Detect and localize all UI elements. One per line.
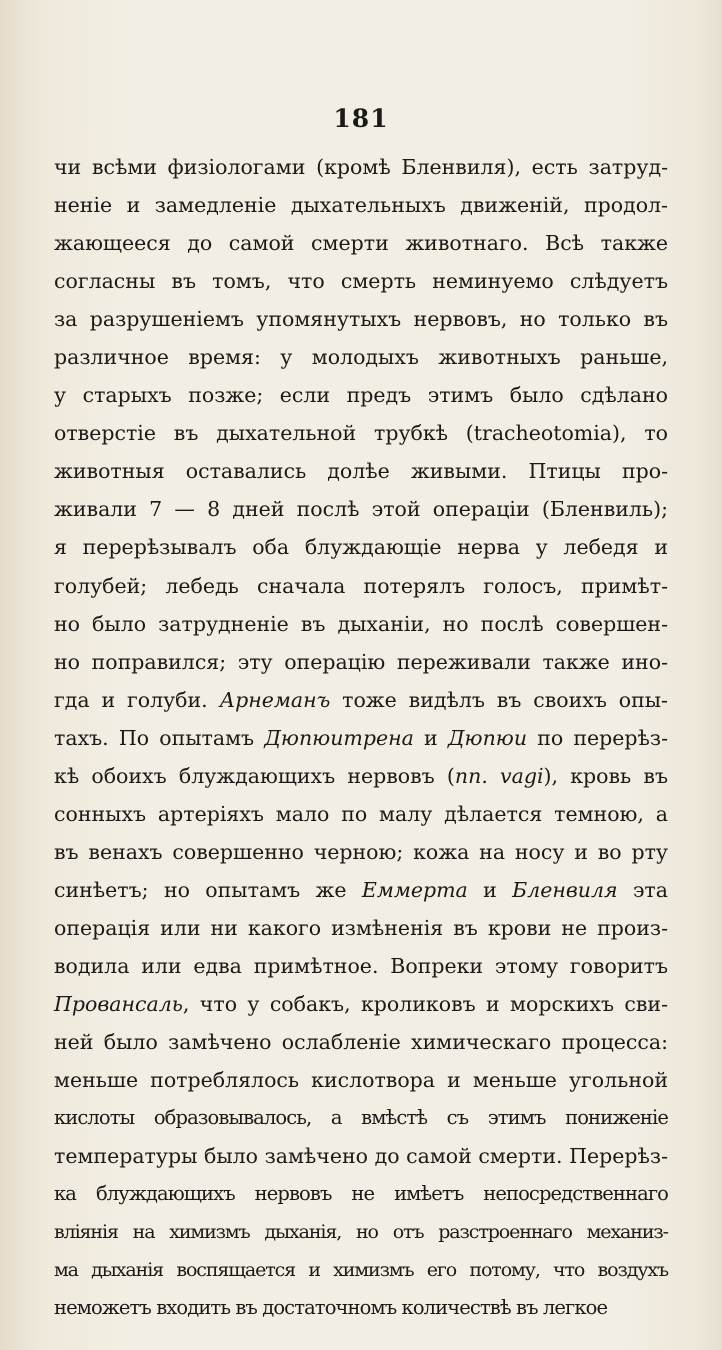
text-line: неможетъ входить въ достаточномъ количествѣ въ легкое — [54, 1296, 608, 1320]
text-line — [54, 871, 668, 909]
text-line: сонныхъ артеріяхъ мало по малу дѣлается темною, а — [54, 801, 668, 826]
text-line: живали 7 — 8 дней послѣ этой операціи (Бленвиль); — [54, 497, 668, 522]
text-line: отверстіе въ дыхательной трубкѣ (tracheotomia), то — [54, 421, 668, 446]
text-line: вліянія на химизмъ дыханія, но отъ разстроеннаго механиз- — [54, 1221, 668, 1244]
text-line: водила или едва примѣтное. Вопреки этому говоритъ — [54, 953, 668, 978]
text-span: гда и голуби. — [54, 687, 220, 712]
author-name: Прованcаль — [54, 992, 183, 1017]
text-span: и — [413, 725, 448, 750]
text-line — [54, 757, 668, 795]
author-name: Еммерта — [361, 877, 468, 902]
text-line — [54, 719, 668, 757]
text-line: температуры было замѣчено до самой смерти. Перерѣз- — [54, 1144, 668, 1169]
text-line: но было затрудненіе въ дыханіи, но послѣ совершен- — [54, 611, 668, 636]
latin-term: nn. vagi — [454, 763, 544, 788]
text-line: чи всѣми физіологами (кромѣ Бленвиля), есть затруд- — [54, 155, 668, 179]
text-line — [54, 681, 668, 719]
text-line — [54, 985, 668, 1023]
text-span: кѣ обоихъ блуждающихъ нервовъ ( — [54, 763, 455, 788]
text-span: эта — [617, 877, 669, 902]
page-number: 181 — [333, 104, 389, 133]
text-span: и — [467, 877, 513, 902]
text-line: кислоты образовывалось, а вмѣстѣ съ этимъ пониженіе — [54, 1106, 668, 1130]
text-line: меньше потреблялось кислотвора и меньше угольной — [54, 1068, 668, 1093]
text-line: ней было замѣчено ослабленіе химическаго процесса: — [54, 1030, 668, 1055]
body-text — [54, 148, 668, 1327]
text-span: по перерѣз- — [527, 725, 669, 750]
text-line: но поправился; эту операцію переживали также ино- — [54, 649, 668, 674]
text-span: ), кровь въ — [543, 763, 668, 788]
text-line: за разрушеніемъ упомянутыхъ нервовъ, но только въ — [54, 307, 668, 332]
text-line: операція или ни какого измѣненія въ крови не произ- — [54, 915, 668, 940]
text-line: неніе и замедленіе дыхательныхъ движеній, продол- — [54, 193, 668, 218]
text-line: ка блуждающихъ нервовъ не имѣетъ непосредственнаго — [54, 1182, 668, 1206]
author-name: Арнеманъ — [219, 687, 331, 712]
text-span: , что у собакъ, кроликовъ и морскихъ сви- — [182, 992, 668, 1017]
text-line: согласны въ томъ, что смерть неминуемо слѣдуетъ — [54, 269, 668, 294]
text-span: тахъ. По опытамъ — [54, 725, 265, 750]
text-span: тоже видѣлъ въ своихъ опы- — [330, 687, 668, 712]
author-name: Бленвиля — [512, 877, 618, 902]
author-name: Дюпюи — [447, 725, 528, 750]
text-line: различное время: у молодыхъ животныхъ раньше, — [54, 345, 668, 370]
text-line: у старыхъ позже; если предъ этимъ было сдѣлано — [54, 383, 668, 408]
author-name: Дюпюитрена — [264, 725, 414, 750]
text-line: животныя оставались долѣе живыми. Птицы про- — [54, 459, 668, 484]
text-line: голубей; лебедь сначала потерялъ голосъ, примѣт- — [54, 573, 668, 598]
text-line: я перерѣзывалъ оба блуждающіе нерва у лебедя и — [54, 535, 668, 560]
text-line: въ венахъ совершенно черною; кожа на носу и во рту — [54, 839, 668, 864]
text-span: синѣетъ; но опытамъ же — [54, 877, 362, 902]
text-line: жающееся до самой смерти животнаго. Всѣ также — [54, 231, 668, 256]
text-line: ма дыханія воспящается и химизмъ его потому, что воздухъ — [54, 1259, 668, 1282]
